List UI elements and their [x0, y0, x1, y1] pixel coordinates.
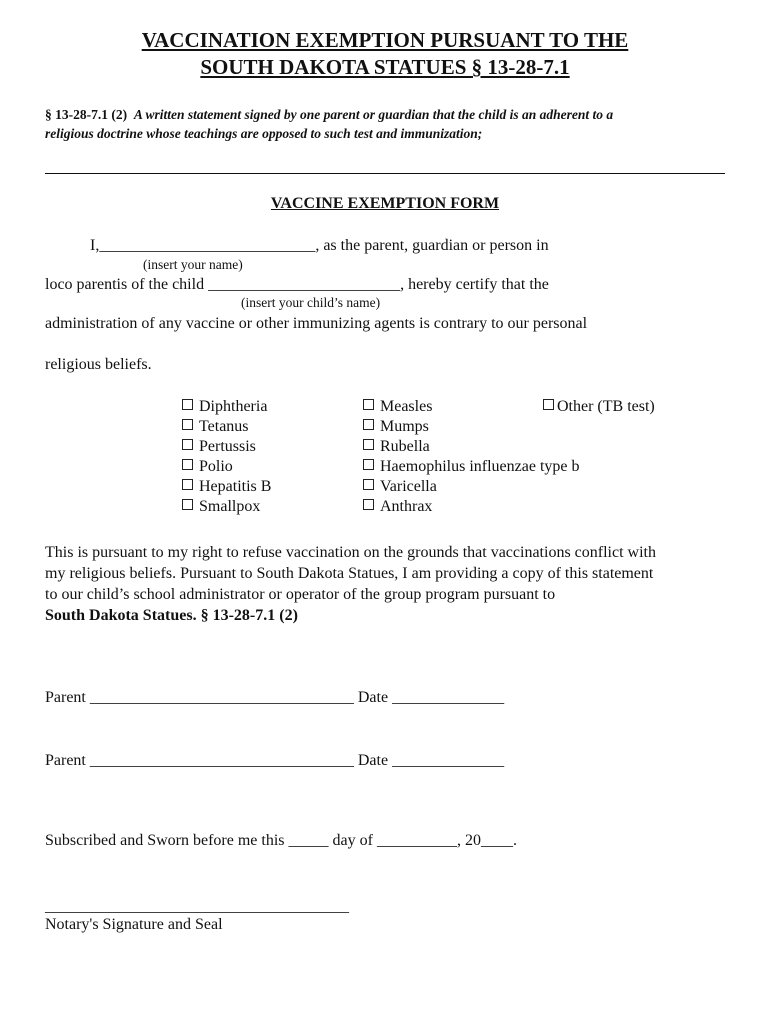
vaccine-option[interactable]: Measles [363, 397, 580, 417]
vaccine-option[interactable]: Anthrax [363, 497, 580, 517]
notary-signature-line[interactable]: ______________________________________ [45, 898, 349, 915]
vaccine-option-other[interactable]: Other (TB test) [543, 397, 655, 417]
sworn-statement-line[interactable]: Subscribed and Sworn before me this _____ day of __________, 20____. [45, 832, 517, 849]
checkbox-icon[interactable] [363, 479, 374, 490]
parent-signature-line-2[interactable]: Parent _________________________________ Date ______________ [45, 752, 505, 769]
vaccine-option[interactable]: Polio [182, 457, 271, 477]
checkbox-icon[interactable] [363, 459, 374, 470]
vaccine-option[interactable]: Rubella [363, 437, 580, 457]
certification-text: administration of any vaccine or other immunizing agents is contrary to our personal [45, 315, 588, 332]
vaccine-option[interactable]: Haemophilus influenzae type b [363, 457, 580, 477]
parent-name-hint: (insert your name) [143, 257, 243, 272]
vaccine-option[interactable]: Pertussis [182, 437, 271, 457]
checkbox-icon[interactable] [363, 499, 374, 510]
notary-signature-label: Notary's Signature and Seal [45, 916, 223, 933]
document-title-line-2: SOUTH DAKOTA STATUES § 13-28-7.1 [200, 55, 570, 79]
checkbox-icon[interactable] [182, 459, 193, 470]
checkbox-icon[interactable] [182, 479, 193, 490]
vaccine-list-column-3 [543, 397, 655, 417]
vaccine-option[interactable]: Mumps [363, 417, 580, 437]
statement-citation: South Dakota Statues. § 13-28-7.1 (2) [45, 607, 298, 624]
parent-name-line[interactable]: I,___________________________, as the parent, guardian or person in [90, 237, 549, 254]
checkbox-icon[interactable] [182, 439, 193, 450]
child-name-hint: (insert your child’s name) [241, 295, 381, 310]
checkbox-icon[interactable] [182, 399, 193, 410]
statement-line-1: This is pursuant to my right to refuse vaccination on the grounds that vaccinations conflict with [45, 544, 656, 561]
checkbox-icon[interactable] [363, 439, 374, 450]
document-title-line-1: VACCINATION EXEMPTION PURSUANT TO THE [141, 28, 629, 52]
checkbox-icon[interactable] [363, 399, 374, 410]
statute-excerpt-line-1 [45, 105, 613, 124]
parent-signature-line-1[interactable]: Parent _________________________________ Date ______________ [45, 689, 505, 706]
checkbox-icon[interactable] [363, 419, 374, 430]
statute-text-2: religious doctrine whose teachings are opposed to such test and immunization; [45, 126, 483, 141]
vaccine-option[interactable]: Varicella [363, 477, 580, 497]
vaccine-option[interactable]: Tetanus [182, 417, 271, 437]
child-name-line[interactable]: loco parentis of the child ________________________, hereby certify that the [45, 276, 549, 293]
section-divider [45, 173, 725, 174]
form-title: VACCINE EXEMPTION FORM [270, 195, 500, 212]
statute-excerpt-line-2 [45, 124, 482, 143]
checkbox-icon[interactable] [182, 419, 193, 430]
checkbox-icon[interactable] [543, 399, 554, 410]
vaccine-option[interactable]: Smallpox [182, 497, 271, 517]
statute-reference: § 13-28-7.1 (2) [45, 107, 128, 122]
vaccine-list-column-1 [182, 397, 271, 517]
certification-text-end: religious beliefs. [45, 356, 152, 373]
vaccine-option[interactable]: Diphtheria [182, 397, 271, 417]
vaccine-option[interactable]: Hepatitis B [182, 477, 271, 497]
checkbox-icon[interactable] [182, 499, 193, 510]
statement-line-3: to our child’s school administrator or operator of the group program pursuant to [45, 586, 556, 603]
statement-line-2: my religious beliefs. Pursuant to South Dakota Statues, I am providing a copy of this statement [45, 565, 654, 582]
statute-text-1: A written statement signed by one parent or guardian that the child is an adherent to a [133, 107, 614, 122]
